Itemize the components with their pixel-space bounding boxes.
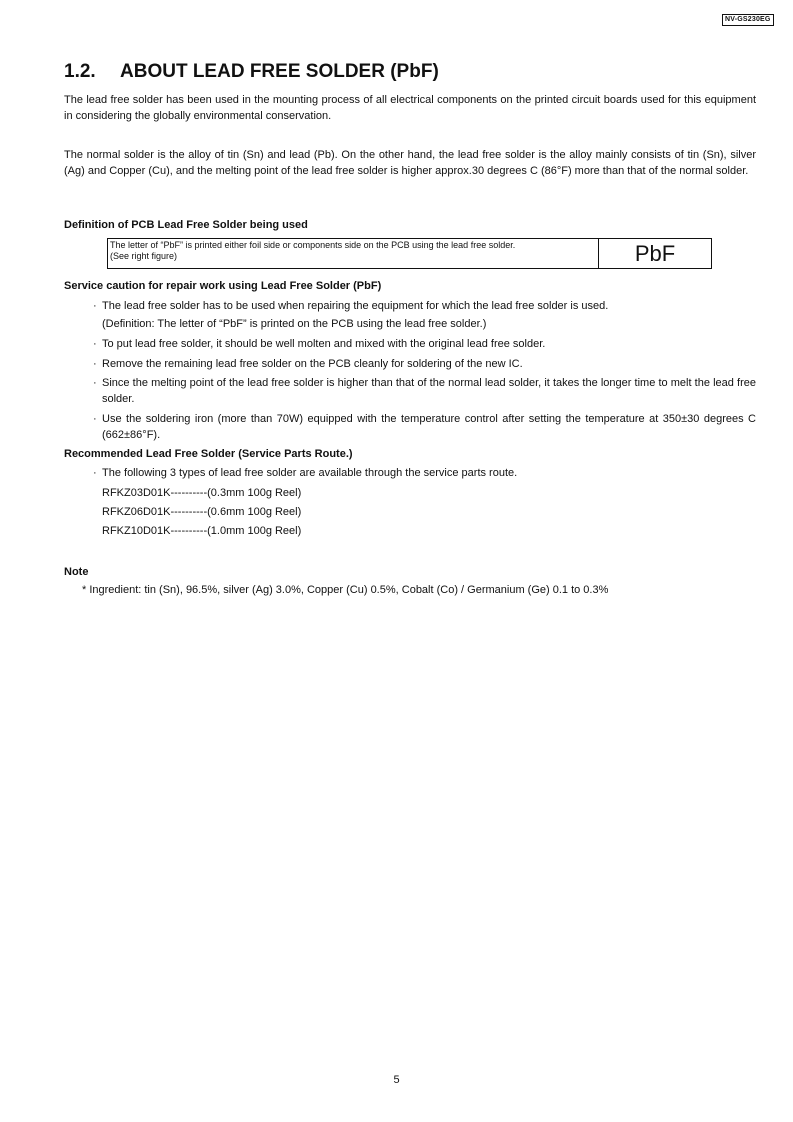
part-row	[102, 525, 301, 537]
service-caution-heading: Service caution for repair work using Lead Free Solder (PbF)	[64, 280, 382, 292]
part-row	[102, 487, 301, 499]
section-title-text: ABOUT LEAD FREE SOLDER (PbF)	[120, 61, 439, 82]
caution-item-text: The lead free solder has to be used when repairing the equipment for which the lead free solder is used.	[102, 300, 609, 312]
part-desc: (1.0mm 100g Reel)	[207, 525, 302, 537]
pbf-definition-box	[107, 238, 712, 269]
caution-item-text: Remove the remaining lead free solder on the PCB cleanly for soldering of the new IC.	[102, 358, 523, 370]
bullet-mark: ·	[93, 377, 97, 389]
model-code-label: NV-GS230EG	[722, 14, 774, 26]
caution-item	[93, 298, 756, 314]
pbf-definition-line2: (See right figure)	[110, 251, 178, 261]
caution-item-text: Since the melting point of the lead free solder is higher than that of the normal lead solder, it takes the longer time to melt the lead free solder.	[102, 377, 756, 405]
intro-paragraph-1: The lead free solder has been used in the mounting process of all electrical components on the printed circuit boards used for this equipment in considering the globally environmental conservation.	[64, 94, 756, 122]
part-row	[102, 506, 301, 518]
part-separator: ----------	[170, 487, 208, 499]
caution-item-text: Use the soldering iron (more than 70W) equipped with the temperature control after setting the temperature at 350±30 degrees C (662±86°F).	[102, 413, 756, 441]
bullet-mark: ·	[93, 467, 97, 479]
section-title	[64, 61, 439, 83]
note-heading: Note	[64, 566, 89, 578]
caution-definition-note: (Definition: The letter of “PbF” is printed on the PCB using the lead free solder.)	[102, 318, 487, 330]
caution-item	[93, 375, 756, 407]
section-number: 1.2.	[64, 61, 96, 82]
caution-item	[93, 336, 756, 352]
recommended-heading: Recommended Lead Free Solder (Service Parts Route.)	[64, 448, 353, 460]
definition-heading: Definition of PCB Lead Free Solder being used	[64, 219, 308, 231]
part-code: RFKZ10D01K	[102, 525, 171, 537]
pbf-definition-text	[108, 239, 599, 268]
part-desc: (0.3mm 100g Reel)	[207, 487, 302, 499]
part-code: RFKZ03D01K	[102, 487, 171, 499]
caution-item-text: To put lead free solder, it should be well molten and mixed with the original lead free solder.	[102, 338, 546, 350]
page-number: 5	[393, 1074, 400, 1086]
part-code: RFKZ06D01K	[102, 506, 171, 518]
note-item: * Ingredient: tin (Sn), 96.5%, silver (Ag) 3.0%, Copper (Cu) 0.5%, Cobalt (Co) / Germanium (Ge) 0.1 to 0.3%	[82, 584, 609, 596]
bullet-mark: ·	[93, 300, 97, 312]
bullet-mark: ·	[93, 338, 97, 350]
part-separator: ----------	[170, 525, 208, 537]
recommended-intro	[93, 465, 756, 481]
bullet-mark: ·	[93, 358, 97, 370]
recommended-intro-text: The following 3 types of lead free solder are available through the service parts route.	[102, 467, 518, 479]
part-separator: ----------	[170, 506, 208, 518]
bullet-mark: ·	[93, 413, 97, 425]
caution-item	[93, 356, 756, 372]
pbf-definition-line1: The letter of “PbF” is printed either foil side or components side on the PCB using the lead free solder.	[110, 240, 516, 250]
pbf-logo: PbF	[634, 240, 676, 266]
intro-paragraph-2: The normal solder is the alloy of tin (Sn) and lead (Pb). On the other hand, the lead free solder is the alloy mainly consists of tin (Sn), silver (Ag) and Copper (Cu), and the melting point of the lead free solder is higher approx.30 degrees C (86°F) more than that of the normal solder.	[64, 149, 756, 177]
part-desc: (0.6mm 100g Reel)	[207, 506, 302, 518]
caution-item	[93, 411, 756, 443]
